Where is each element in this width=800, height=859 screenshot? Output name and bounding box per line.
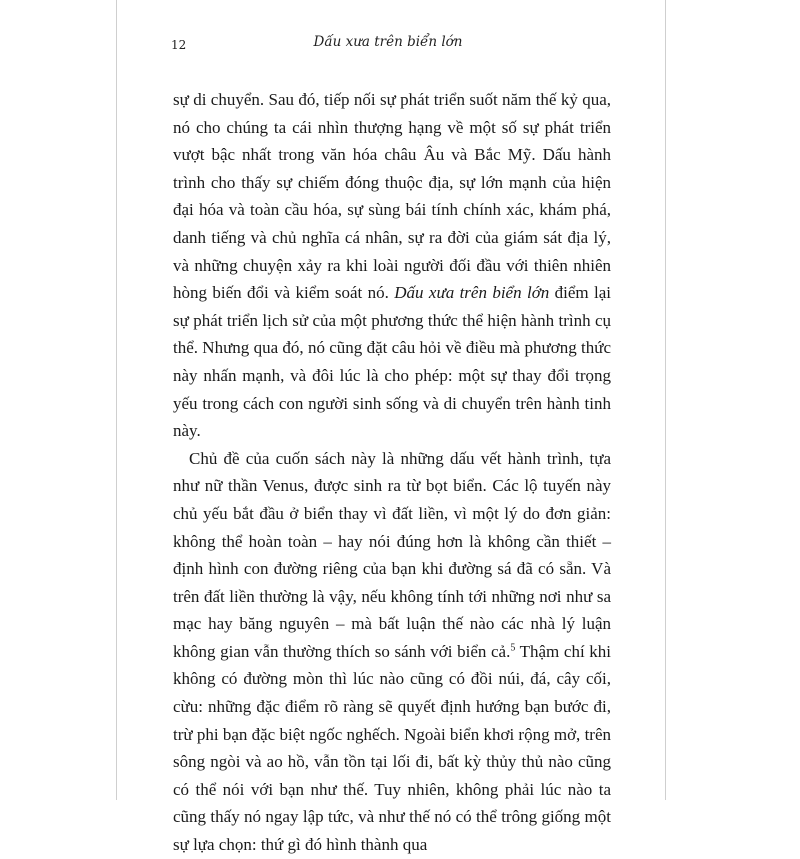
paragraph-1 xyxy=(173,86,611,445)
page-number: 12 xyxy=(171,38,187,52)
book-title-italic: Dấu xưa trên biển lớn xyxy=(394,283,550,303)
running-title: Dấu xưa trên biển lớn xyxy=(313,34,463,50)
paragraph-text: sự di chuyển. Sau đó, tiếp nối sự phát triển suốt năm thế kỷ qua, nó cho chúng ta cái nhìn thượng hạng về một số sự phát triển vượt bậc nhất trong văn hóa châu Âu và Bắc Mỹ. Dấu hành trình cho thấy sự chiếm đóng thuộc địa, sự lớn mạnh của hiện đại hóa và toàn cầu hóa, sự sùng bái tính chính xác, khám phá, danh tiếng và chủ nghĩa cá nhân, sự ra đời của giám sát địa lý, và những chuyện xảy ra khi loài người đối đầu với thiên nhiên hòng biến đổi và kiểm soát nó. xyxy=(173,90,611,303)
paragraph-text: Thậm chí khi không có đường mòn thì lúc nào cũng có đồi núi, đá, cây cối, cừu: những đặc điểm rõ ràng sẽ quyết định hướng bạn bước đi, trừ phi bạn đặc biệt ngốc nghếch. Ngoài biển khơi rộng mở, trên sông ngòi và ao hồ, vẫn tồn tại lối đi, bất kỳ thủy thủ nào cũng có thể nói với bạn như thế. Tuy nhiên, không phải lúc nào ta cũng thấy nó ngay lập tức, và như thế nó có thể trông giống một sự lựa chọn: thứ gì đó hình thành qua xyxy=(173,641,611,855)
body-text xyxy=(173,86,611,859)
paragraph-text: điểm lại sự phát triển lịch sử của một phương thức thể hiện hành trình cụ thể. Nhưng qua đó, nó cũng đặt câu hỏi về điều mà phương thức này nhấn mạnh, và đôi lúc là cho phép: một sự thay đổi trọng yếu trong cách con người sinh sống và di chuyển trên hành tinh này. xyxy=(173,283,612,441)
page-header xyxy=(171,34,605,58)
book-page xyxy=(116,0,666,855)
footnote-marker: 5 xyxy=(510,642,516,654)
paragraph-text: Chủ đề của cuốn sách này là những dấu vết hành trình, tựa như nữ thần Venus, được sinh ra từ bọt biển. Các lộ tuyến này chủ yếu bắt đầu ở biển thay vì đất liền, vì một lý do đơn giản: không thể hoàn toàn – hay nói đúng hơn là không cần thiết – định hình con đường riêng của bạn khi đường sá đã có sẵn. Và trên đất liền thường là vậy, nếu không tính tới những nơi như sa mạc hay băng nguyên – mà bất luận thế nào các nhà lý luận không gian vẫn thường thích so sánh với biển cả. xyxy=(173,448,611,661)
paragraph-2 xyxy=(173,445,611,859)
